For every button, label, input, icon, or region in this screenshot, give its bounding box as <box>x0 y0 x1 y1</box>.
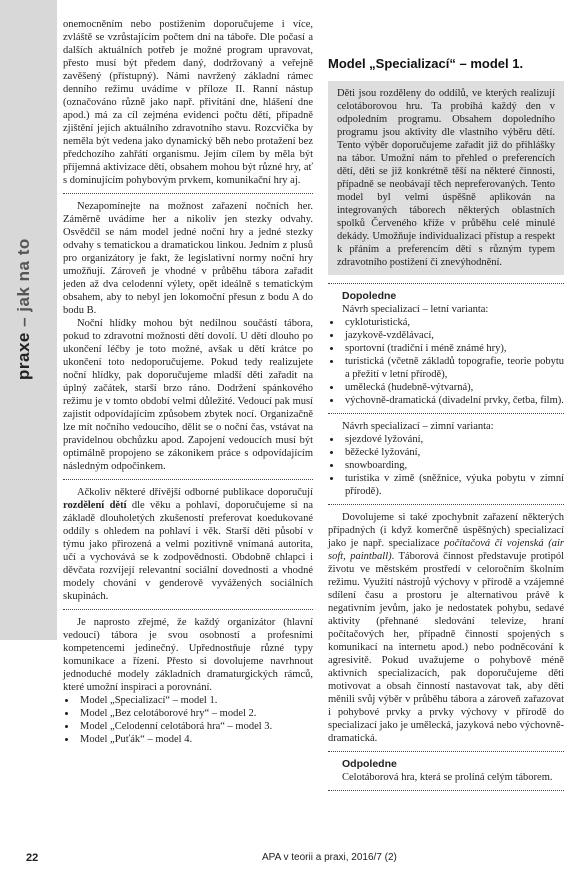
section-title: Model „Specializací“ – model 1. <box>328 56 524 71</box>
dotted-divider <box>63 609 313 610</box>
list-item: • běžecké lyžování, <box>342 446 564 459</box>
model-list <box>63 694 313 746</box>
section-label <box>14 238 34 380</box>
subheading-dopoledne: Dopoledne <box>342 290 397 302</box>
paragraph: Je naprosto zřejmé, že každý organizátor (hlavní vedoucí) tábora je svou osobností a profesními kompetencemi jedinečný. Upřednostňuje různé typy komunikace a řízení. Přesto si dovolujeme navrhnout jednoduché modely základních dramaturgických rámců, které umožní inspiraci a porovnání. <box>63 617 313 693</box>
text-run: . Táborová činnost představuje protipól životu ve městském prostředí v celoročním školním režimu. Využití nástrojů výchovy v přírodě a vzájemné sdílení času a prostoru je alternativou právě k negativním jevům, jako je nedostatek pohybu, sedavé aktivity (přehnané sledování televize, hraní počítačových her, případně činností spojených s komunikací na internetu apod.) nebo podněcování k agresivitě. Pokud uvažujeme o pohybově méně aktivních specializacích, pak doporučujeme děti motivovat a obsah činností nastavovat tak, aby děti měnili svůj výběr v průběhu tábora a zároveň zařazovat i pohybové prvky a prvky výchovy v přírodě do specializací jako je umělecká, jazyková nebo výchovně-dramatická. <box>328 551 564 744</box>
summer-intro: Návrh specializací – letní varianta: <box>342 304 489 315</box>
dotted-divider <box>328 413 564 414</box>
list-item: • Model „Specializací“ – model 1. <box>77 694 313 707</box>
list-item: • umělecká (hudebně-výtvarná), <box>342 381 564 394</box>
right-column <box>328 56 564 797</box>
dotted-divider <box>328 751 564 752</box>
journal-citation: APA v teorii a praxi, 2016/7 (2) <box>262 852 397 863</box>
paragraph: Noční hlídky mohou být nedílnou součástí tábora, pokud to zdravotní možnosti dětí dovolí. U dětí dlouho po ukončení léčby je toto možné, avšak u dětí krátce po ukončení toto nedoporučujeme. Pokud tedy realizujete noční hlídky, pak doporučujeme mladší děti zařadit na úplný začátek, starší brzo ráno. Dodržení spánkového režimu je v tomto období velmi důležité. Vedoucí pak musí zajistit odpovídajícím způsobem zbytek nocí. Organizačně lze mít nočního vedoucího, dělit se o noční čas, vstávat na pravidelnou obchůzku apod. Zapojení vedoucích musí být optimálně propojeno se zákonikem práce s odpovídajícím následným odpočinkem. <box>63 318 313 472</box>
text-run: Dovolujeme si také zpochybnit zařazení některých případných (i když komerčně úspěšných) specializací jako je např. specializace <box>328 512 564 549</box>
box-text: Děti jsou rozděleny do oddílů, ve kterých realizují celotáborovou hru. Ta probíhá každý den v odpoledním programu. Obsahem dopoledního programu jsou aktivity dle vlastního výběru dětí. Tento výběr doporučujeme zařadit již do přihlášky na tábor. Umožní nám to přehled o preferencích dětí, děti se již konkrétně těší na některé činnosti, případně se neobávají těch nepreferovaných. Tento model byl velmi úspěšně aplikován na integrovaných táborech některých oblastních spolků Červeného kříže v průběhu celé minulé dekády. Umožňuje individualizaci přístup a respekt k přáním a preferencím dětí s různým typem zdravotního postižení či znevýhodnění. <box>337 88 555 268</box>
list-item: • snowboarding, <box>342 459 564 472</box>
dotted-divider <box>63 193 313 194</box>
list-item: • Model „Puťák“ – model 4. <box>77 733 313 746</box>
paragraph: Nezapomínejte na možnost zařazení nočních her. Záměrně uvádíme her a nikoliv jen stezky odvahy. Osvědčil se nám model jedné noční hry a jedné stezky odvahy s tematickou a dramatickou linkou. Jedním z plusů pro organizátory je fakt, že legislativní normy noční hry umožňují. Zároveň je vhodné v průběhu tábora zařadit jeden až dva celodenní výlety, opět ideálně s tematickým obsahem, aby to nebyl jen lokomoční přesun z bodu A do bodu B. <box>63 201 313 316</box>
bold-term: rozdělení dětí <box>63 500 127 511</box>
italic-term: počítačová či vojenská (air soft, paintball) <box>328 538 564 562</box>
paragraph <box>63 486 313 603</box>
section-label-rest: – jak na to <box>14 238 33 333</box>
info-box <box>328 81 564 275</box>
subheading-odpoledne: Odpoledne <box>342 758 397 770</box>
list-item: • turistika v zimě (sněžnice, výuka pobytu v zimní přírodě). <box>342 472 564 498</box>
winter-intro: Návrh specializací – zimní varianta: <box>342 421 494 432</box>
text-run: Ačkoliv některé dřívější odborné publikace doporučují <box>77 487 313 498</box>
dotted-divider <box>328 504 564 505</box>
text-run: dle věku a pohlaví, doporučujeme si na základě dlouholetých zkušeností preferovat koedukované oddíly s ohledem na pohlaví i věk. Starší děti působí v týmu jako přirozená a velmi pozitivně vnímaná autorita, učí a vychovává se k zodpovědnosti. Obdobně chlapci i děvčata rozvíjejí relevantní sociální dovednosti a vhodné modely chování v genderově vyvážených sociálních skupinách. <box>63 500 313 602</box>
list-item: • sportovní (tradiční i méně známé hry), <box>342 342 564 355</box>
paragraph: onemocněním nebo postižením doporučujeme i více, zvláště se vzrůstajícím počtem dní na táboře. Dle počasí a dalších aktuálních potřeb je možné program upravovat, přesto musí být předem daný, dodržovaný a veřejně zavěšený (přístupný). Námi navržený základní rámec denního režimu uvádíme v příloze II. Ranní nástup (označováno různě jako např. přivítání dne, hlášení dne apod.) má za cíl zejména evidenci počtu dětí, případně zjištění jejich aktuálního zdravotního stavu. Rozcvička by neměla být vedena jako dynamický běh nebo protažení bez předchozího zahřátí organismu. Jejím cílem by měla být příjemná aktivizace dětí, obsahem mohou být různé hry, ať s dominujícím pohybovým prvkem, komunikační hry aj. <box>63 19 313 186</box>
section-label-bold: praxe <box>14 332 33 380</box>
page-number: 22 <box>26 852 39 864</box>
left-column <box>63 18 313 746</box>
list-item: • cykloturistická, <box>342 316 564 329</box>
list-item: • turistická (včetně základů topografie, teorie pobytu a přežití v letní přírodě), <box>342 355 564 381</box>
summer-list <box>328 316 564 407</box>
list-item: • Model „Bez celotáborové hry“ – model 2. <box>77 707 313 720</box>
dotted-divider <box>63 479 313 480</box>
list-item: • Model „Celodenní celotáborá hra“ – model 3. <box>77 720 313 733</box>
sidebar-band <box>0 0 57 640</box>
paragraph: Celotáborová hra, která se prolíná celým táborem. <box>342 772 553 783</box>
winter-list <box>328 433 564 498</box>
list-item: • výchovně-dramatická (divadelní prvky, četba, film). <box>342 394 564 407</box>
dotted-divider <box>328 283 564 284</box>
dotted-divider <box>328 790 564 791</box>
list-item: • jazykově-vzdělávací, <box>342 329 564 342</box>
list-item: • sjezdové lyžování, <box>342 433 564 446</box>
paragraph <box>328 511 564 745</box>
